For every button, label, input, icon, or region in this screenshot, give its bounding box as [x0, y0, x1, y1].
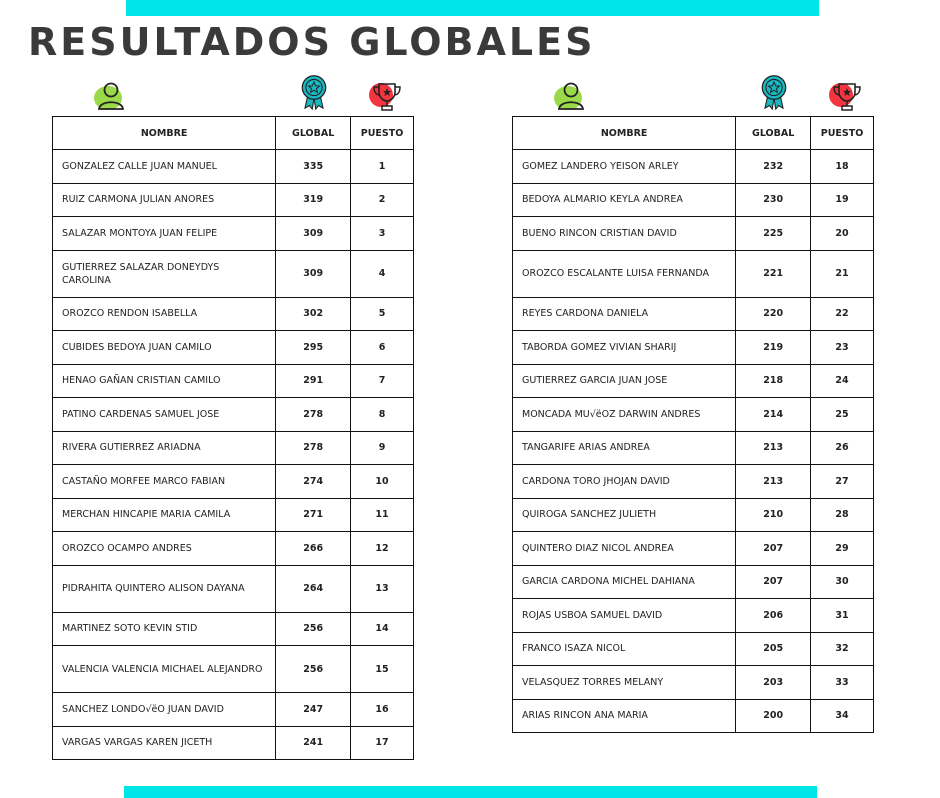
table-row: [513, 565, 874, 599]
global-score-cell: 221: [736, 250, 811, 297]
name-cell: GOMEZ LANDERO YEISON ARLEY: [513, 150, 736, 184]
global-score-cell: 214: [736, 398, 811, 432]
global-score-cell: 319: [276, 183, 351, 217]
global-score-cell: 225: [736, 217, 811, 251]
name-cell: PATINO CARDENAS SAMUEL JOSE: [53, 398, 276, 432]
table-row: [53, 331, 414, 365]
rank-cell: 9: [351, 431, 414, 465]
name-cell: GONZALEZ CALLE JUAN MANUEL: [53, 150, 276, 184]
rank-cell: 24: [811, 364, 874, 398]
global-score-cell: 295: [276, 331, 351, 365]
rank-cell: 13: [351, 565, 414, 612]
global-score-cell: 220: [736, 297, 811, 331]
rank-cell: 5: [351, 297, 414, 331]
global-score-cell: 213: [736, 431, 811, 465]
global-score-cell: 218: [736, 364, 811, 398]
name-cell: REYES CARDONA DANIELA: [513, 297, 736, 331]
global-score-cell: 205: [736, 632, 811, 666]
table-row: [53, 726, 414, 760]
rank-column-header: PUESTO: [351, 117, 414, 150]
table-row: [53, 693, 414, 727]
rank-cell: 1: [351, 150, 414, 184]
global-score-cell: 241: [276, 726, 351, 760]
global-score-cell: 278: [276, 431, 351, 465]
rank-cell: 23: [811, 331, 874, 365]
name-cell: FRANCO ISAZA NICOL: [513, 632, 736, 666]
name-cell: BUENO RINCON CRISTIAN DAVID: [513, 217, 736, 251]
name-cell: RUIZ CARMONA JULIAN ANORES: [53, 183, 276, 217]
table-row: [53, 465, 414, 499]
table-row: [513, 599, 874, 633]
rank-cell: 12: [351, 532, 414, 566]
trophy-icon: [828, 78, 864, 114]
name-cell: GUTIERREZ SALAZAR DONEYDYS CAROLINA: [53, 250, 276, 297]
table-row: [53, 183, 414, 217]
global-score-cell: 206: [736, 599, 811, 633]
results-table-right: [512, 116, 874, 733]
table-row: [513, 150, 874, 184]
table-row: [513, 431, 874, 465]
rank-cell: 25: [811, 398, 874, 432]
table-row: [513, 465, 874, 499]
name-column-header: NOMBRE: [513, 117, 736, 150]
table-row: [513, 364, 874, 398]
rank-cell: 33: [811, 666, 874, 700]
table-row: [53, 398, 414, 432]
global-column-header: GLOBAL: [736, 117, 811, 150]
rank-cell: 10: [351, 465, 414, 499]
name-cell: TABORDA GOMEZ VIVIAN SHARIJ: [513, 331, 736, 365]
table-row: [513, 183, 874, 217]
global-column-header: GLOBAL: [276, 117, 351, 150]
name-cell: VELASQUEZ TORRES MELANY: [513, 666, 736, 700]
bottom-accent-bar: [124, 786, 817, 798]
name-cell: VALENCIA VALENCIA MICHAEL ALEJANDRO: [53, 646, 276, 693]
rank-cell: 34: [811, 699, 874, 733]
name-cell: OROZCO OCAMPO ANDRES: [53, 532, 276, 566]
name-cell: CASTAÑO MORFEE MARCO FABIAN: [53, 465, 276, 499]
rank-cell: 27: [811, 465, 874, 499]
rank-cell: 22: [811, 297, 874, 331]
rank-cell: 17: [351, 726, 414, 760]
table-row: [53, 150, 414, 184]
rank-cell: 29: [811, 532, 874, 566]
global-score-cell: 219: [736, 331, 811, 365]
name-cell: VARGAS VARGAS KAREN JICETH: [53, 726, 276, 760]
name-cell: OROZCO RENDON ISABELLA: [53, 297, 276, 331]
global-score-cell: 256: [276, 612, 351, 646]
name-cell: MERCHAN HINCAPIE MARIA CAMILA: [53, 498, 276, 532]
table-row: [53, 217, 414, 251]
trophy-icon: [368, 78, 404, 114]
global-score-cell: 274: [276, 465, 351, 499]
global-score-cell: 302: [276, 297, 351, 331]
rank-cell: 8: [351, 398, 414, 432]
table-row: [513, 331, 874, 365]
global-score-cell: 210: [736, 498, 811, 532]
name-cell: CARDONA TORO JHOJAN DAVID: [513, 465, 736, 499]
name-cell: ROJAS USBOA SAMUEL DAVID: [513, 599, 736, 633]
table-row: [53, 250, 414, 297]
rank-cell: 3: [351, 217, 414, 251]
rank-cell: 18: [811, 150, 874, 184]
global-score-cell: 291: [276, 364, 351, 398]
page-title: RESULTADOS GLOBALES: [28, 20, 596, 64]
table-row: [513, 398, 874, 432]
table-row: [513, 666, 874, 700]
name-column-header: NOMBRE: [53, 117, 276, 150]
global-score-cell: 213: [736, 465, 811, 499]
table-row: [513, 217, 874, 251]
table-header-row: [513, 117, 874, 150]
global-score-cell: 232: [736, 150, 811, 184]
rank-cell: 31: [811, 599, 874, 633]
top-accent-bar: [126, 0, 819, 16]
global-score-cell: 207: [736, 532, 811, 566]
global-score-cell: 230: [736, 183, 811, 217]
results-table-left: [52, 116, 414, 760]
name-cell: QUINTERO DIAZ NICOL ANDREA: [513, 532, 736, 566]
table-row: [513, 699, 874, 733]
rank-cell: 7: [351, 364, 414, 398]
name-cell: HENAO GAÑAN CRISTIAN CAMILO: [53, 364, 276, 398]
table-row: [53, 498, 414, 532]
global-score-cell: 271: [276, 498, 351, 532]
rank-cell: 26: [811, 431, 874, 465]
global-score-cell: 335: [276, 150, 351, 184]
global-score-cell: 309: [276, 217, 351, 251]
global-score-cell: 200: [736, 699, 811, 733]
global-score-cell: 207: [736, 565, 811, 599]
name-cell: QUIROGA SANCHEZ JULIETH: [513, 498, 736, 532]
table-row: [53, 532, 414, 566]
name-cell: GUTIERREZ GARCIA JUAN JOSE: [513, 364, 736, 398]
name-cell: CUBIDES BEDOYA JUAN CAMILO: [53, 331, 276, 365]
name-cell: GARCIA CARDONA MICHEL DAHIANA: [513, 565, 736, 599]
global-score-cell: 278: [276, 398, 351, 432]
rank-column-header: PUESTO: [811, 117, 874, 150]
rank-cell: 15: [351, 646, 414, 693]
rank-cell: 4: [351, 250, 414, 297]
table-row: [53, 297, 414, 331]
global-score-cell: 266: [276, 532, 351, 566]
rank-cell: 28: [811, 498, 874, 532]
global-score-cell: 264: [276, 565, 351, 612]
name-cell: SALAZAR MONTOYA JUAN FELIPE: [53, 217, 276, 251]
rank-cell: 19: [811, 183, 874, 217]
rank-cell: 32: [811, 632, 874, 666]
rank-cell: 6: [351, 331, 414, 365]
name-cell: SANCHEZ LONDO√ëO JUAN DAVID: [53, 693, 276, 727]
name-cell: ARIAS RINCON ANA MARIA: [513, 699, 736, 733]
table-row: [53, 565, 414, 612]
rank-cell: 14: [351, 612, 414, 646]
table-row: [53, 646, 414, 693]
table-row: [53, 364, 414, 398]
rank-cell: 21: [811, 250, 874, 297]
name-cell: PIDRAHITA QUINTERO ALISON DAYANA: [53, 565, 276, 612]
global-score-cell: 256: [276, 646, 351, 693]
table-row: [53, 431, 414, 465]
name-cell: RIVERA GUTIERREZ ARIADNA: [53, 431, 276, 465]
person-icon: [93, 78, 129, 114]
name-cell: TANGARIFE ARIAS ANDREA: [513, 431, 736, 465]
medal-icon: [756, 74, 792, 110]
rank-cell: 30: [811, 565, 874, 599]
table-header-row: [53, 117, 414, 150]
rank-cell: 16: [351, 693, 414, 727]
rank-cell: 11: [351, 498, 414, 532]
table-row: [513, 532, 874, 566]
table-row: [513, 498, 874, 532]
global-score-cell: 247: [276, 693, 351, 727]
global-score-cell: 309: [276, 250, 351, 297]
table-row: [513, 632, 874, 666]
medal-icon: [296, 74, 332, 110]
person-icon: [553, 78, 589, 114]
table-row: [513, 297, 874, 331]
rank-cell: 20: [811, 217, 874, 251]
name-cell: MARTINEZ SOTO KEVIN STID: [53, 612, 276, 646]
table-row: [53, 612, 414, 646]
name-cell: MONCADA MU√ëOZ DARWIN ANDRES: [513, 398, 736, 432]
name-cell: OROZCO ESCALANTE LUISA FERNANDA: [513, 250, 736, 297]
table-row: [513, 250, 874, 297]
name-cell: BEDOYA ALMARIO KEYLA ANDREA: [513, 183, 736, 217]
rank-cell: 2: [351, 183, 414, 217]
global-score-cell: 203: [736, 666, 811, 700]
